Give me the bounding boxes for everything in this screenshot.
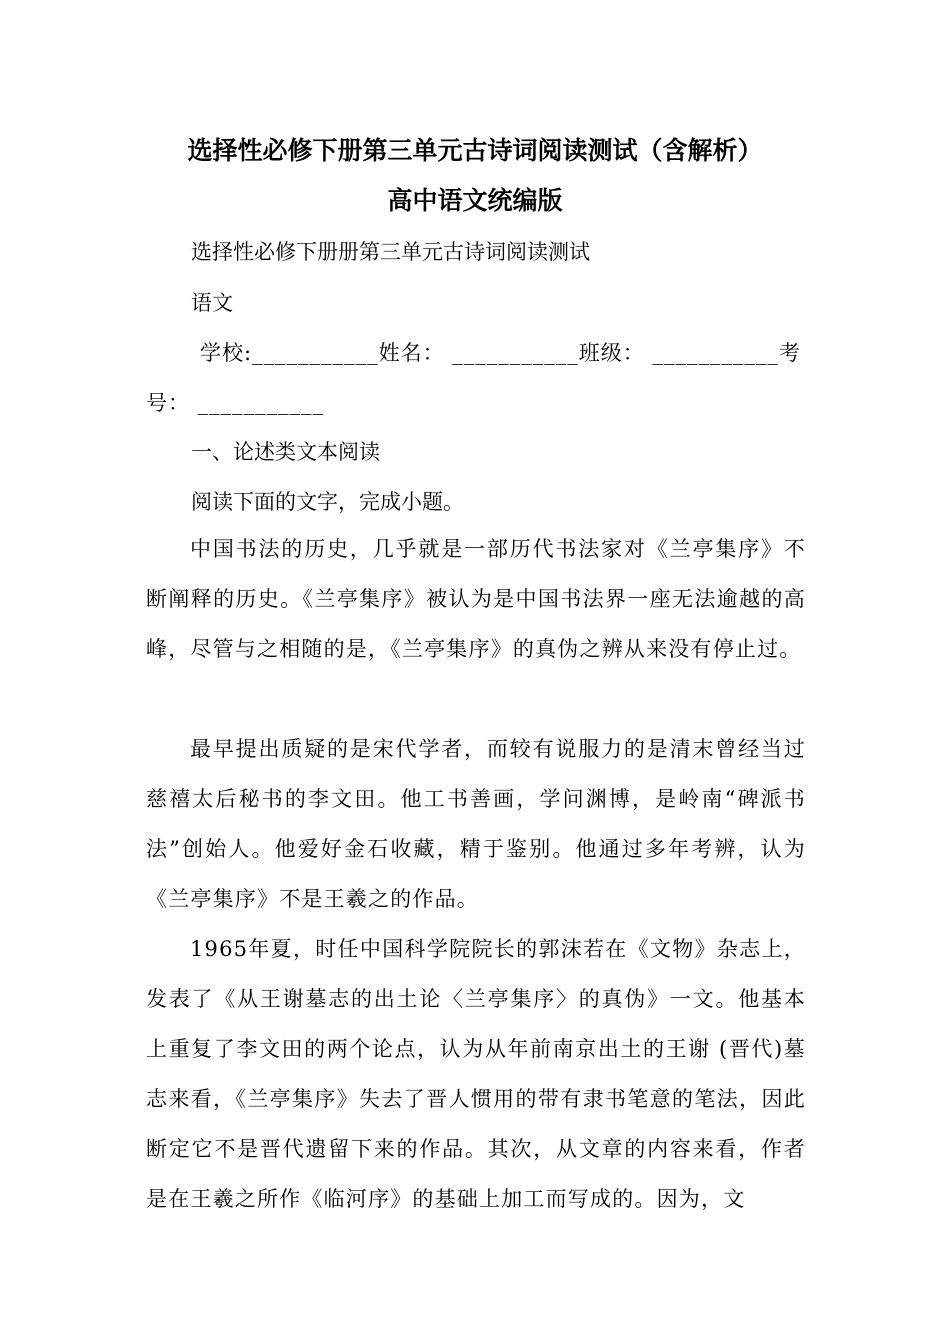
document-title-line-1: 选择性必修下册第三单元古诗词阅读测试（含解析） [187,136,763,165]
document-subtitle: 选择性必修下册册第三单元古诗词阅读测试 [191,240,590,264]
student-info-line-2: 号： ___________ [146,391,325,415]
body-paragraph-2: 最早提出质疑的是宋代学者，而较有说服力的是清末曾经当过慈禧太后秘书的李文田。他工书善画，学问渊博，是岭南“碑派书法”创始人。他爱好金石收藏，精于鉴别。他通过多年考辨，认为《兰亭集序》不是王羲之的作品。 [146,737,806,911]
student-info-line-1: 学校:___________姓名： ___________班级： ___________考 [200,341,801,365]
reading-instruction: 阅读下面的文字，完成小题。 [191,490,464,514]
body-paragraph-1: 中国书法的历史，几乎就是一部历代书法家对《兰亭集序》不断阐释的历史。《兰亭集序》被认为是中国书法界一座无法逾越的高峰，尽管与之相随的是，《兰亭集序》的真伪之辨从来没有停止过。 [146,537,806,661]
document-title-line-2: 高中语文统编版 [387,186,563,215]
body-paragraph-3: 1965年夏，时任中国科学院院长的郭沫若在《文物》杂志上，发表了《从王谢墓志的出土论〈兰亭集序〉的真伪》一文。他基本上重复了李文田的两个论点，认为从年前南京出土的王谢 (晋代)墓志来看，《兰亭集序》失去了晋人惯用的带有隶书笔意的笔法，因此断定它不是晋代遗留下来的作品。其次，从文章的内容来看，作者是在王羲之所作《临河序》的基础上加工而写成的。因为，文 [146,937,806,1211]
section-heading: 一、论述类文本阅读 [191,440,380,464]
subject-label: 语文 [191,291,233,315]
